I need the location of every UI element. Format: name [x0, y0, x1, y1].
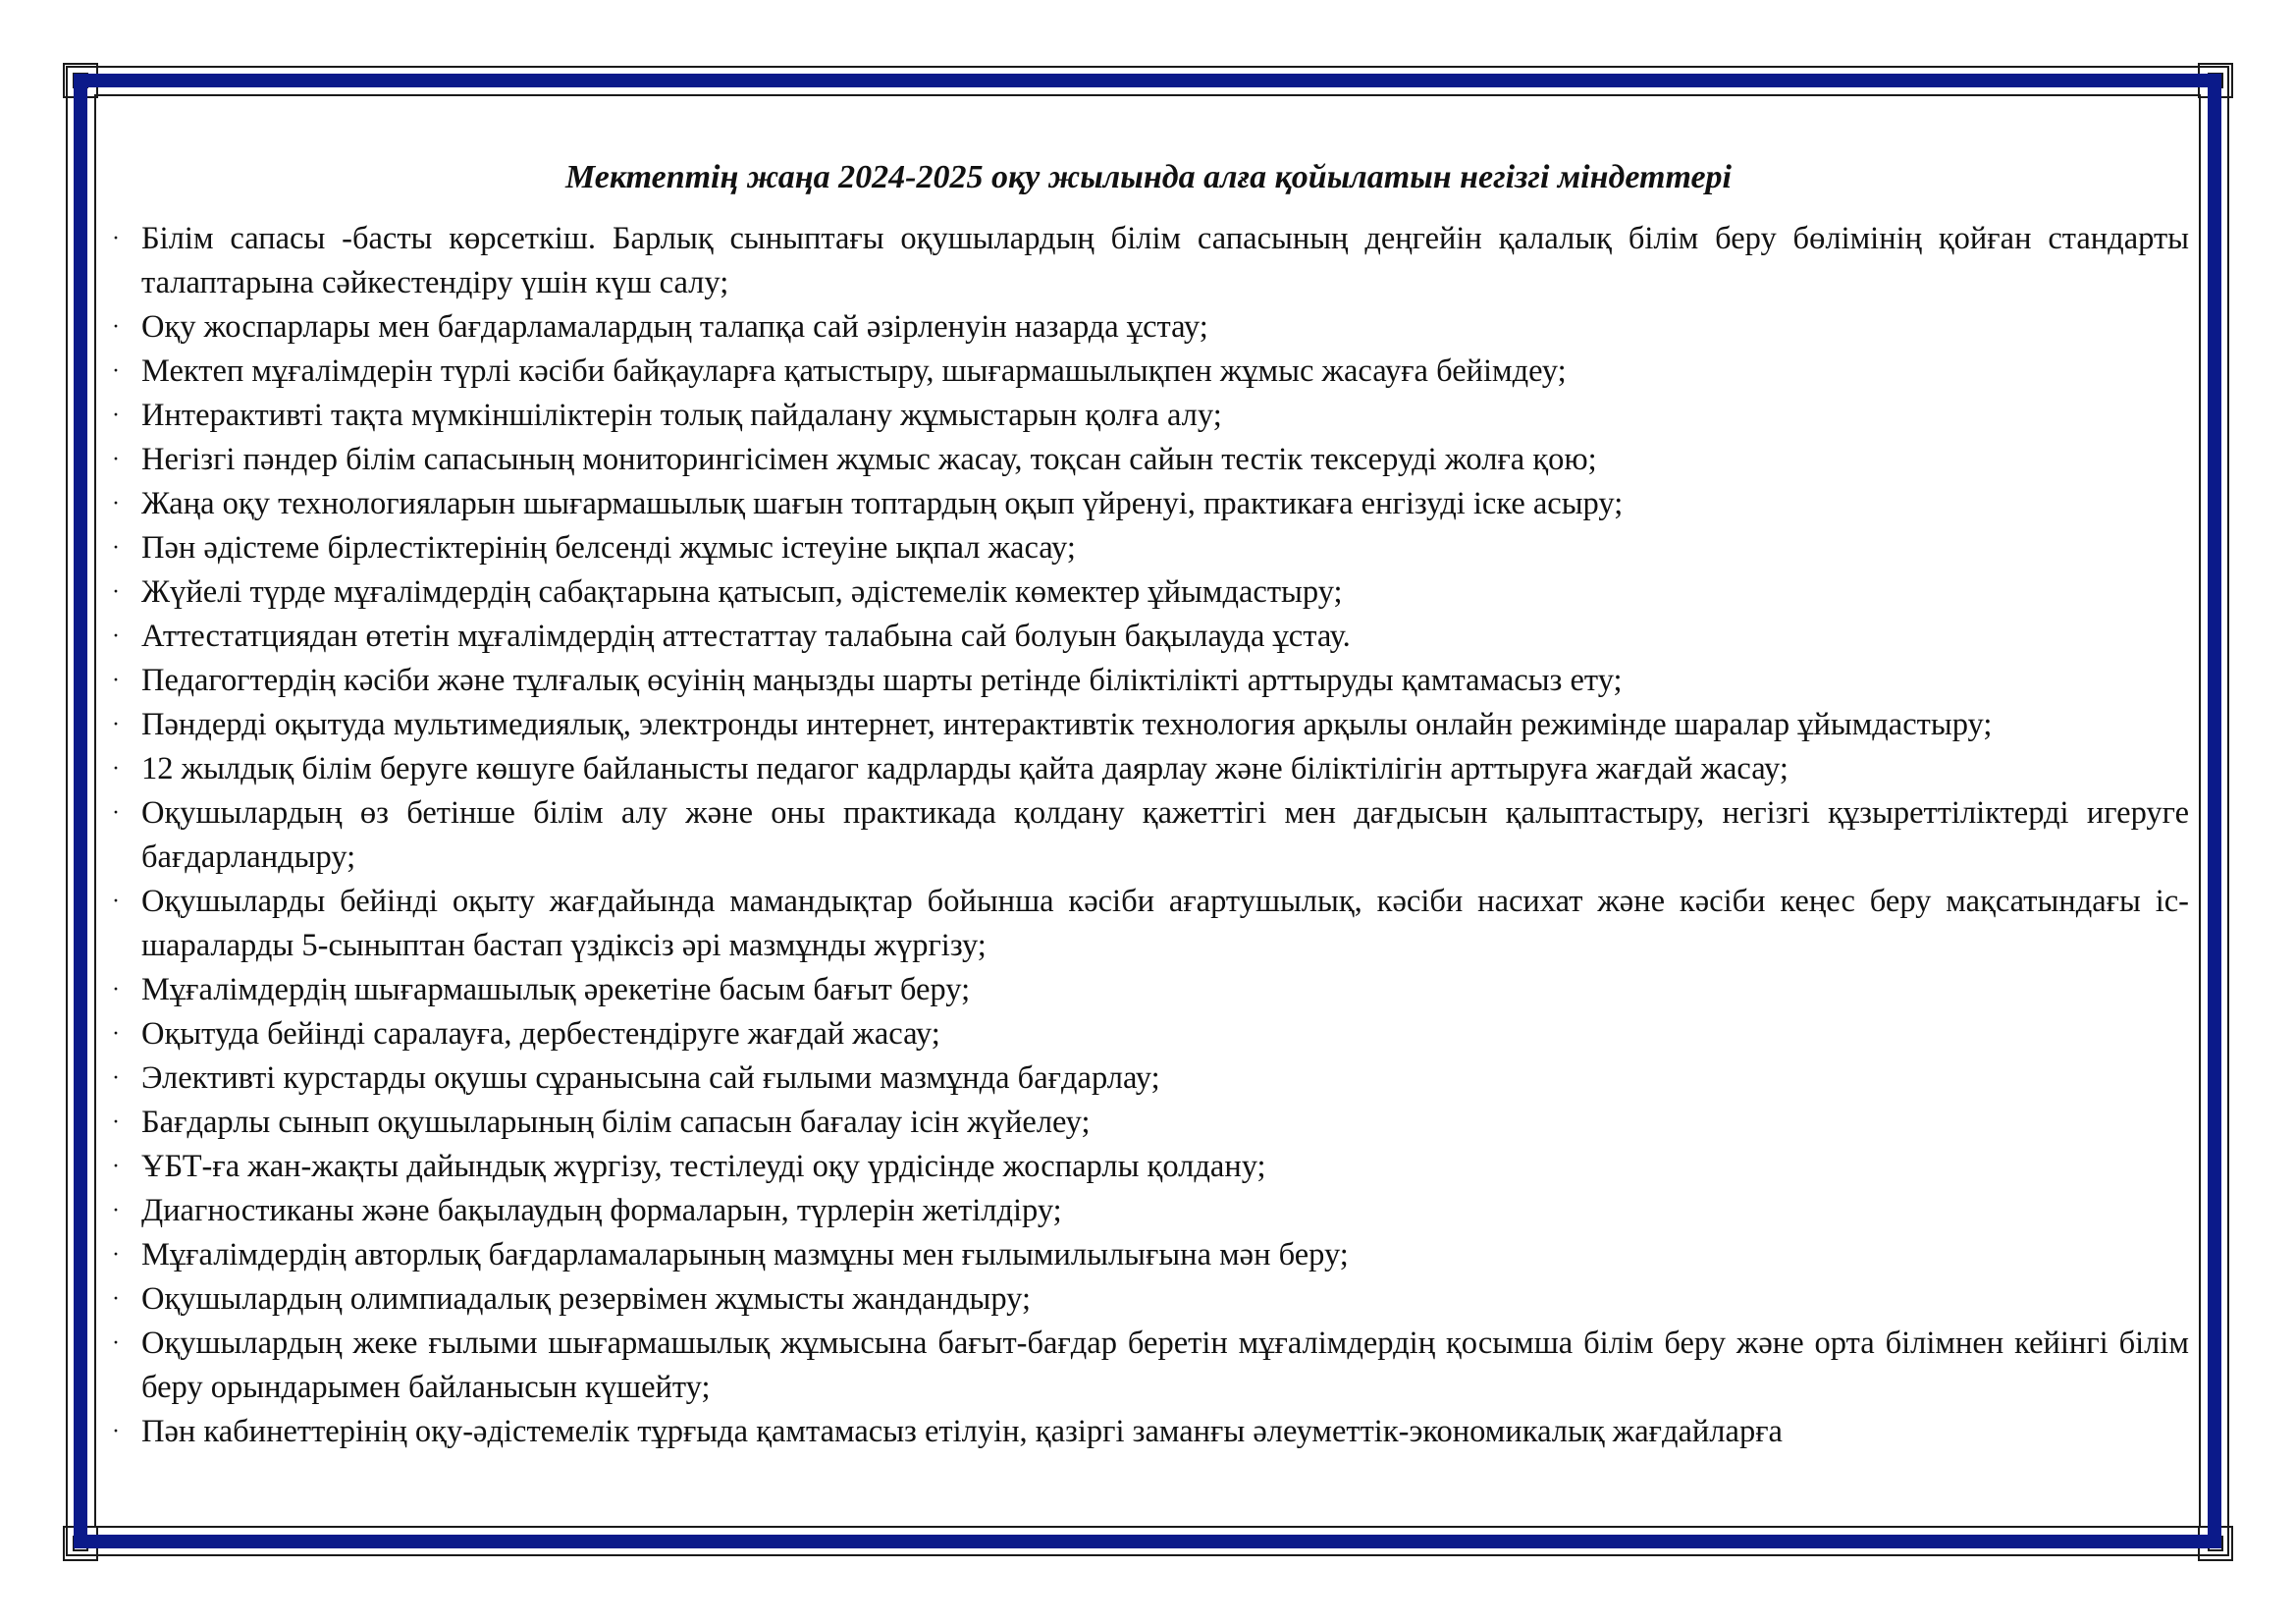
task-text: Бағдарлы сынып оқушыларының білім сапасын бағалау ісін жүйелеу;	[141, 1104, 1091, 1140]
task-text: Пән кабинеттерінің оқу-әдістемелік тұрғыда қамтамасыз етілуін, қазіргі заманғы әлеуметтік-экономикалық жағдайларға	[141, 1413, 1783, 1449]
task-list-item	[108, 615, 2189, 659]
task-text: Мұғалімдердің шығармашылық әрекетіне басым бағыт беру;	[141, 971, 971, 1007]
task-list-item	[108, 482, 2189, 526]
bullet-icon: ·	[112, 1329, 120, 1356]
document-title: Мектептің жаңа 2024-2025 оқу жылында алға қойылатын негізгі міндеттері	[564, 159, 1732, 195]
task-text: Интерактивті тақта мүмкіншіліктерін толық пайдалану жұмыстарын қолға алу;	[141, 397, 1222, 433]
task-list-item	[108, 394, 2189, 438]
bullet-icon: ·	[112, 402, 120, 428]
bullet-icon: ·	[112, 1197, 120, 1223]
task-list-item	[108, 1012, 2189, 1056]
task-list-item	[108, 791, 2189, 880]
task-list-item	[108, 880, 2189, 968]
task-text: Негізгі пәндер білім сапасының мониторингісімен жұмыс жасау, тоқсан сайын тестік тексеруді жолға қою;	[141, 441, 1597, 477]
task-text: Педагогтердің кәсіби және тұлғалық өсуінің маңызды шарты ретінде біліктілікті арттыруды қамтамасыз ету;	[141, 662, 1623, 698]
bullet-icon: ·	[112, 1418, 120, 1444]
task-list-item	[108, 350, 2189, 394]
bullet-icon: ·	[112, 888, 120, 914]
bullet-icon: ·	[112, 1153, 120, 1179]
task-text: Оқу жоспарлары мен бағдарламалардың талапқа сай әзірленуін назарда ұстау;	[141, 308, 1208, 345]
bullet-icon: ·	[112, 1064, 120, 1091]
bullet-icon: ·	[112, 225, 120, 251]
document-body	[108, 147, 2189, 1512]
bullet-icon: ·	[112, 1241, 120, 1268]
task-list-item	[108, 1277, 2189, 1322]
task-list-item	[108, 1056, 2189, 1101]
bullet-icon: ·	[112, 357, 120, 384]
task-list-item	[108, 570, 2189, 615]
task-text: Білім сапасы -басты көрсеткіш. Барлық сыныптағы оқушылардың білім сапасының деңгейін қалалық білім беру бөлімінің қойған стандарты талаптарына сәйкестендіру үшін күш салу;	[141, 220, 2189, 300]
task-list-item	[108, 217, 2189, 305]
task-text: Жүйелі түрде мұғалімдердің сабақтарына қатысып, әдістемелік көмектер ұйымдастыру;	[141, 573, 1343, 610]
task-list-item	[108, 305, 2189, 350]
bullet-icon: ·	[112, 446, 120, 472]
task-list-item	[108, 1101, 2189, 1145]
task-list-item	[108, 659, 2189, 703]
task-list-item	[108, 747, 2189, 791]
task-list-item	[108, 1322, 2189, 1410]
task-text: 12 жылдық білім беруге көшуге байланысты педагог кадрларды қайта даярлау және біліктілігін арттыруға жағдай жасау;	[141, 750, 1789, 786]
bullet-icon: ·	[112, 976, 120, 1002]
task-list-item	[108, 1189, 2189, 1233]
task-text: Оқушыларды бейінді оқыту жағдайында мамандықтар бойынша кәсіби ағартушылық, кәсіби насихат және кәсіби кеңес беру мақсатындағы іс-шараларды 5-сыныптан бастап үздіксіз әрі мазмұнды жүргізу;	[141, 883, 2189, 963]
task-text: Пәндерді оқытуда мультимедиялық, электронды интернет, интерактивтік технология арқылы онлайн режимінде шаралар ұйымдастыру;	[141, 706, 1993, 742]
task-text: Аттестатциядан өтетін мұғалімдердің аттестаттау талабына сай болуын бақылауда ұстау.	[141, 618, 1351, 654]
bullet-icon: ·	[112, 1020, 120, 1047]
bullet-icon: ·	[112, 1109, 120, 1135]
task-list-item	[108, 1145, 2189, 1189]
task-list-item	[108, 703, 2189, 747]
task-text: Мұғалімдердің авторлық бағдарламаларының мазмұны мен ғылымилылығына мән беру;	[141, 1236, 1349, 1272]
bullet-icon: ·	[112, 313, 120, 340]
bullet-icon: ·	[112, 755, 120, 782]
task-list	[108, 217, 2189, 1454]
task-text: ҰБТ-ға жан-жақты дайындық жүргізу, тестілеуді оқу үрдісінде жоспарлы қолдану;	[141, 1148, 1266, 1184]
task-text: Оқушылардың өз бетінше білім алу және оны практикада қолдану қажеттігі мен дағдысын қалыптастыру, негізгі құзыреттіліктерді игеруге бағдарландыру;	[141, 794, 2189, 875]
bullet-icon: ·	[112, 623, 120, 649]
task-list-item	[108, 526, 2189, 570]
bullet-icon: ·	[112, 578, 120, 605]
bullet-icon: ·	[112, 1285, 120, 1312]
task-text: Пән әдістеме бірлестіктерінің белсенді жұмыс істеуіне ықпал жасау;	[141, 529, 1076, 566]
task-list-item	[108, 968, 2189, 1012]
task-text: Диагностиканы және бақылаудың формаларын, түрлерін жетілдіру;	[141, 1192, 1062, 1228]
task-text: Мектеп мұғалімдерін түрлі кәсіби байқауларға қатыстыру, шығармашылықпен жұмыс жасауға бейімдеу;	[141, 352, 1567, 389]
bullet-icon: ·	[112, 534, 120, 561]
bullet-icon: ·	[112, 711, 120, 737]
bullet-icon: ·	[112, 667, 120, 693]
bullet-icon: ·	[112, 799, 120, 826]
task-list-item	[108, 1233, 2189, 1277]
task-text: Жаңа оқу технологияларын шығармашылық шағын топтардың оқып үйренуі, практикаға енгізуді іске асыру;	[141, 485, 1624, 521]
task-text: Элективті курстарды оқушы сұранысына сай ғылыми мазмұнда бағдарлау;	[141, 1059, 1160, 1096]
task-text: Оқушылардың жеке ғылыми шығармашылық жұмысына бағыт-бағдар беретін мұғалімдердің қосымша білім беру және орта білімнен кейінгі білім беру орындарымен байланысын күшейту;	[141, 1325, 2189, 1405]
task-text: Оқушылардың олимпиадалық резервімен жұмысты жандандыру;	[141, 1280, 1031, 1317]
bullet-icon: ·	[112, 490, 120, 516]
task-text: Оқытуда бейінді саралауға, дербестендіруге жағдай жасау;	[141, 1015, 940, 1052]
task-list-item	[108, 438, 2189, 482]
task-list-item	[108, 1410, 2189, 1454]
